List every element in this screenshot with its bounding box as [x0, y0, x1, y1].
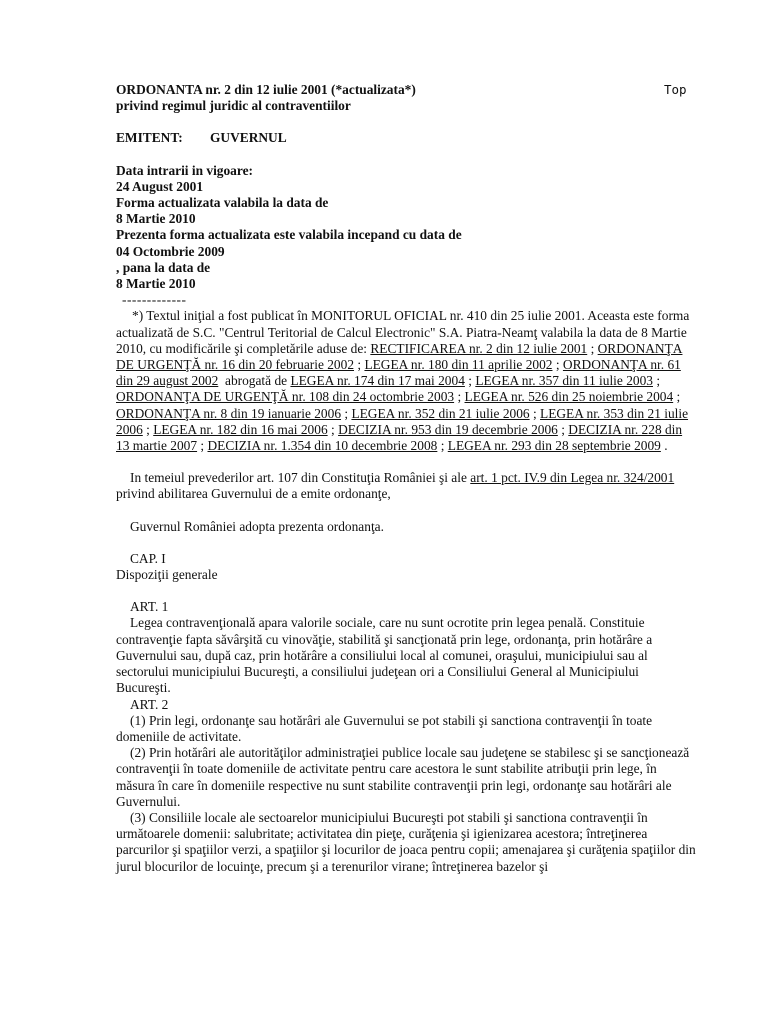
preamble-paragraph: [116, 470, 696, 502]
document-body: [116, 82, 696, 875]
emitent-value: GUVERNUL: [210, 130, 287, 146]
ref-link[interactable]: LEGEA nr. 526 din 25 noiembrie 2004: [464, 389, 674, 405]
date-line-3: Forma actualizata valabila la data de: [116, 195, 329, 211]
note-intro: *) Textul iniţial a fost publicat în MONITORUL OFICIAL nr. 410 din 25 iulie 2001. Aceasta este forma actualizată de S.C. "Centrul Teritorial de Calcul Electronic" S.A. Piatra-Neamţ valabila la data de 8 Martie 2010, cu modificările şi completările aduse de:: [116, 308, 690, 356]
abrogata-text: abrogată de: [225, 373, 288, 389]
date-line-8: 8 Martie 2010: [116, 276, 196, 292]
ref-link[interactable]: DECIZIA nr. 1.354 din 10 decembrie 2008: [207, 438, 438, 454]
date-line-7: , pana la data de: [116, 259, 211, 275]
art1-label: ART. 1: [130, 599, 169, 615]
ref-link[interactable]: ORDONANŢA nr. 61 din 29 august 2002: [116, 357, 681, 389]
ref-link[interactable]: LEGEA nr. 182 din 16 mai 2006: [153, 421, 328, 437]
ref-link[interactable]: ORDONANŢA DE URGENŢĂ nr. 108 din 24 octombrie 2003: [116, 389, 455, 405]
top-link[interactable]: Top: [664, 82, 687, 97]
date-line-2: 24 August 2001: [116, 178, 204, 194]
preamble-link[interactable]: art. 1 pct. IV.9 din Legea nr. 324/2001: [470, 470, 675, 486]
art2-label: ART. 2: [130, 696, 169, 712]
note-end: .: [664, 438, 668, 454]
chapter-label: CAP. I: [130, 550, 166, 566]
emitent-line: [116, 130, 696, 146]
ref-link[interactable]: ORDONANŢA nr. 8 din 19 ianuarie 2006: [116, 405, 342, 421]
preamble-part2: privind abilitarea Guvernului de a emite ordonanţe,: [116, 486, 391, 502]
dates-block: [116, 163, 696, 293]
art2-p1: (1) Prin legi, ordonanţe sau hotărâri ale Guvernului se pot stabili şi sanctiona contravenţii în toate domeniile de activitate.: [116, 712, 653, 744]
ref-link[interactable]: LEGEA nr. 352 din 21 iulie 2006: [351, 405, 530, 421]
ref-link[interactable]: ORDONANŢA DE URGENŢĂ nr. 16 din 20 februarie 2002: [116, 340, 683, 373]
ref-link[interactable]: RECTIFICAREA nr. 2 din 12 iulie 2001: [370, 340, 588, 356]
document-title: ORDONANTA nr. 2 din 12 iulie 2001 (*actualizata*): [116, 82, 416, 97]
ref-link[interactable]: LEGEA nr. 293 din 28 septembrie 2009: [447, 438, 661, 454]
ref-link[interactable]: DECIZIA nr. 228 din 13 martie 2007: [116, 421, 683, 454]
art2-p2: (2) Prin hotărâri ale autorităţilor administraţiei publice locale sau judeţene se stabilesc şi se sancţionează contravenţii în toate domeniile de activitate pentru care acestora le sunt stabilite atribuţii prin lege, în măsura în care în domeniile respective nu sunt stabilite contravenţii prin legi, ordonanţe sau hotărâri ale Guvernului.: [116, 745, 690, 809]
ref-link[interactable]: LEGEA nr. 353 din 21 iulie 2006: [116, 405, 689, 437]
ref-link[interactable]: LEGEA nr. 357 din 11 iulie 2003: [475, 373, 653, 389]
date-line-5: Prezenta forma actualizata este valabila incepand cu data de: [116, 227, 462, 243]
ref-link[interactable]: LEGEA nr. 174 din 17 mai 2004: [290, 373, 465, 389]
date-line-1: Data intrarii in vigoare:: [116, 162, 253, 178]
note-paragraph: *) Textul iniţial a fost publicat în MONITORUL OFICIAL nr. 410 din 25 iulie 2001. Aceasta este forma actualizată de S.C. "Centrul Teritorial de Calcul Electronic" S.A. Piatra-Neamţ valabila la data de 8 Martie 2010, cu modificările şi completările aduse de: RECTIFICAREA nr. 2 din 12 iulie 2001 ; ORDONANŢA DE URGENŢĂ nr. 16 din 20 februarie 2002 ; LEGEA nr. 180 din 11 aprilie 2002 ; ORDONANŢA nr. 61 din 29 august 2002 abrogată de LEGEA nr. 174 din 17 mai 2004 ; LEGEA nr. 357 din 11 iulie 2003 ; ORDONANŢA DE URGENŢĂ nr. 108 din 24 octombrie 2003 ; LEGEA nr. 526 din 25 noiembrie 2004 ; ORDONANŢA nr. 8 din 19 ianuarie 2006 ; LEGEA nr. 352 din 21 iulie 2006 ; LEGEA nr. 353 din 21 iulie 2006 ; LEGEA nr. 182 din 16 mai 2006 ; DECIZIA nr. 953 din 19 decembrie 2006 ; DECIZIA nr. 228 din 13 martie 2007 ; DECIZIA nr. 1.354 din 10 decembrie 2008 ; LEGEA nr. 293 din 28 septembrie 2009 .: [116, 308, 690, 454]
adopt-paragraph: Guvernul României adopta prezenta ordonanţa.: [130, 518, 384, 534]
separator: -------------: [122, 292, 187, 308]
art1-text: Legea contravenţională apara valorile sociale, care nu sunt ocrotite prin legea penală. Constituie contravenţie fapta săvârşită cu vinovăţie, stabilită şi sancţionată prin lege, ordonanţa, prin hotărâre a Guvernului sau, după caz, prin hotărâre a consiliului local al comunei, oraşului, municipiului sau al sectorului municipiului Bucureşti, a consiliului judeţean ori a Consiliului General al Municipiului Bucureşti.: [116, 615, 653, 696]
emitent-label: EMITENT:: [116, 130, 183, 146]
art2-p3: (3) Consiliile locale ale sectoarelor municipiului Bucureşti pot stabili şi sanctiona contravenţii în următoarele domenii: salubritate; activitatea din pieţe, curăţenia şi igienizarea acestora; întreţinerea parcurilor şi spaţiilor verzi, a spaţiilor şi locurilor de joaca pentru copii; amenajarea şi curăţenia spaţiilor din jurul blocurilor de locuinţe, precum şi a terenurilor virane; întreţinerea bazelor şi: [116, 809, 696, 874]
chapter-title: Dispoziţii generale: [116, 567, 218, 583]
preamble-part1: In temeiul prevederilor art. 107 din Constituţia României şi ale: [130, 470, 467, 486]
date-line-4: 8 Martie 2010: [116, 211, 196, 227]
document-subtitle: privind regimul juridic al contraventiilor: [116, 98, 351, 114]
date-line-6: 04 Octombrie 2009: [116, 243, 225, 259]
ref-link[interactable]: LEGEA nr. 180 din 11 aprilie 2002: [364, 357, 553, 373]
ref-link[interactable]: DECIZIA nr. 953 din 19 decembrie 2006: [338, 421, 558, 437]
